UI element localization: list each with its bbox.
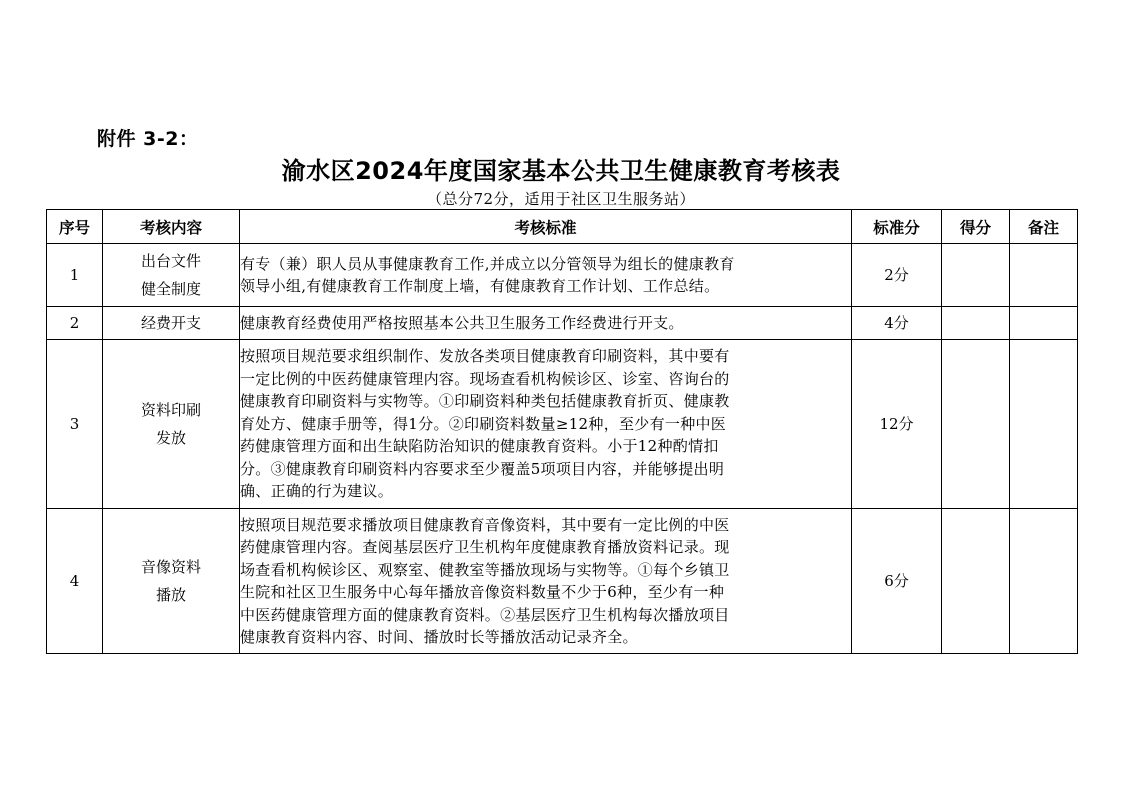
criteria-line: 按照项目规范要求播放项目健康教育音像资料，其中要有一定比例的中医 <box>240 515 730 534</box>
assessment-table <box>46 209 1078 654</box>
row-standard-score: 4分 <box>852 307 942 340</box>
table-row <box>47 244 1078 307</box>
row-remarks[interactable] <box>1010 307 1078 340</box>
header-item: 考核内容 <box>103 210 240 244</box>
row-item <box>103 340 240 509</box>
header-criteria: 考核标准 <box>240 210 852 244</box>
row-item-line: 播放 <box>155 586 186 604</box>
row-standard-score: 12分 <box>852 340 942 509</box>
row-score[interactable] <box>942 244 1010 307</box>
criteria-line: 中医药健康管理方面的健康教育资料。②基层医疗卫生机构每次播放项目 <box>240 605 730 624</box>
criteria-line: 领导小组,有健康教育工作制度上墙，有健康教育工作计划、工作总结。 <box>240 277 720 295</box>
criteria-line: 场查看机构候诊区、观察室、健教室等播放现场与实物等。①每个乡镇卫 <box>240 560 730 579</box>
criteria-line: 有专（兼）职人员从事健康教育工作,并成立以分管领导为组长的健康教育 <box>240 254 735 273</box>
row-item-line: 发放 <box>155 429 186 447</box>
row-criteria <box>240 307 852 340</box>
criteria-line: 药健康管理内容。查阅基层医疗卫生机构年度健康教育播放资料记录。现 <box>240 538 730 556</box>
attachment-label: 附件 3-2： <box>97 128 199 150</box>
row-item <box>103 244 240 307</box>
criteria-line: 药健康管理方面和出生缺陷防治知识的健康教育资料。小于12种酌情扣 <box>240 437 719 456</box>
header-no: 序号 <box>47 210 103 244</box>
row-item <box>103 509 240 654</box>
table-row <box>47 307 1078 340</box>
row-standard-score: 2分 <box>852 244 942 307</box>
row-item-line: 音像资料 <box>140 558 201 576</box>
row-criteria <box>240 509 852 654</box>
row-criteria <box>240 340 852 509</box>
criteria-line: 确、正确的行为建议。 <box>240 482 394 501</box>
header-standard-score: 标准分 <box>852 210 942 244</box>
table-header-row <box>47 210 1078 244</box>
row-criteria <box>240 244 852 307</box>
criteria-line: 按照项目规范要求组织制作、发放各类项目健康教育印刷资料，其中要有 <box>240 347 730 366</box>
criteria-line: 健康教育印刷资料与实物等。①印刷资料种类包括健康教育折页、健康教 <box>240 392 730 411</box>
page-subtitle: （总分72分，适用于社区卫生服务站） <box>426 190 696 208</box>
row-standard-score: 6分 <box>852 509 942 654</box>
criteria-line: 育处方、健康手册等，得1分。②印刷资料数量≥12种，至少有一种中医 <box>240 414 727 433</box>
row-item <box>103 307 240 340</box>
row-score[interactable] <box>942 509 1010 654</box>
row-item-line: 出台文件 <box>140 252 201 270</box>
row-score[interactable] <box>942 307 1010 340</box>
row-item-line: 健全制度 <box>140 280 201 298</box>
row-item-line: 资料印刷 <box>140 401 201 419</box>
row-remarks[interactable] <box>1010 340 1078 509</box>
page-title: 渝水区2024年度国家基本公共卫生健康教育考核表 <box>281 157 841 185</box>
row-remarks[interactable] <box>1010 509 1078 654</box>
header-score: 得分 <box>942 210 1010 244</box>
criteria-line: 健康教育资料内容、时间、播放时长等播放活动记录齐全。 <box>240 628 638 646</box>
criteria-line: 一定比例的中医药健康管理内容。现场查看机构候诊区、诊室、咨询台的 <box>240 369 730 388</box>
row-item-line: 经费开支 <box>140 314 201 332</box>
row-no: 2 <box>47 307 103 340</box>
row-no: 4 <box>47 509 103 654</box>
row-remarks[interactable] <box>1010 244 1078 307</box>
criteria-line: 生院和社区卫生服务中心每年播放音像资料数量不少于6种，至少有一种 <box>240 583 725 601</box>
table-row <box>47 340 1078 509</box>
row-no: 3 <box>47 340 103 509</box>
row-score[interactable] <box>942 340 1010 509</box>
criteria-line: 健康教育经费使用严格按照基本公共卫生服务工作经费进行开支。 <box>240 313 684 332</box>
criteria-line: 分。③健康教育印刷资料内容要求至少覆盖5项项目内容，并能够提出明 <box>240 459 725 478</box>
row-no: 1 <box>47 244 103 307</box>
table-row <box>47 509 1078 654</box>
header-remarks: 备注 <box>1010 210 1078 244</box>
